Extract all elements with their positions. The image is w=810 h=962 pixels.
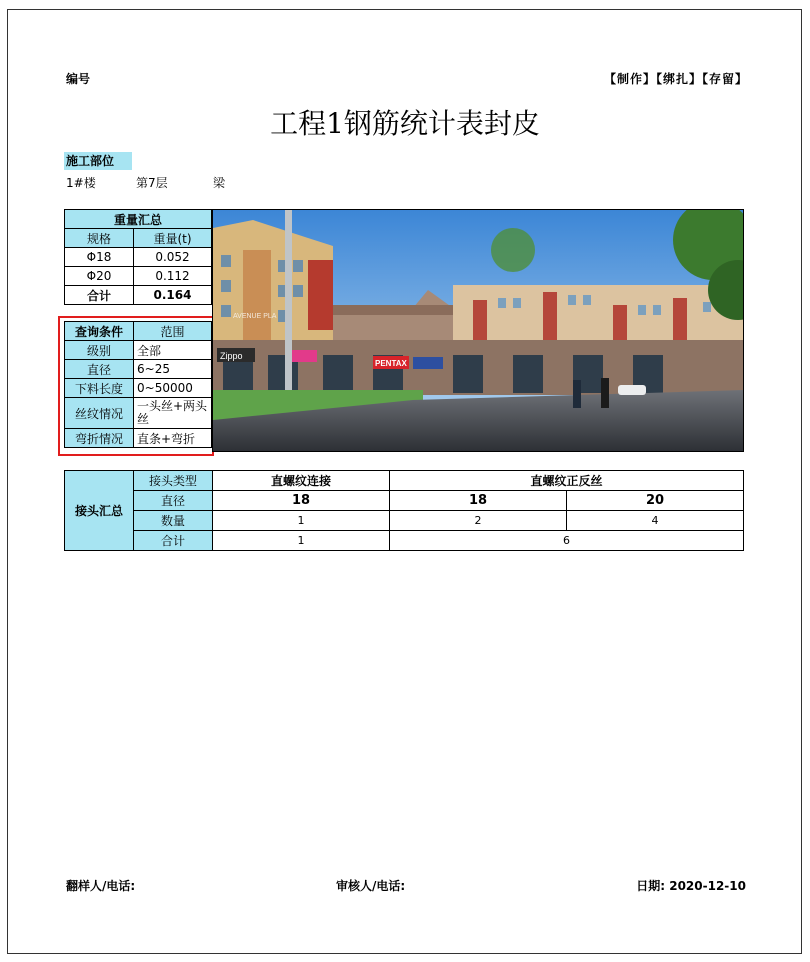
table-row [65,267,212,286]
diameter-label: 直径 [134,491,213,511]
avenue-sign-text: AVENUE PLA [233,313,277,320]
joint-type-cell: 直螺纹正反丝 [390,471,744,491]
diameter-cell: 18 [390,491,567,511]
zippo-sign-text: Zippo [220,351,243,361]
joint-total-label: 合计 [134,531,213,551]
spec-cell: Φ18 [65,248,134,267]
project-rendering-image [212,209,744,452]
table-row [65,286,212,305]
weight-summary-title: 重量汇总 [65,210,212,229]
range-header: 范围 [134,322,212,341]
construction-location-label: 施工部位 [64,152,132,170]
condition-name: 丝纹情况 [65,398,134,429]
sample-person-label: 翻样人/电话: [66,879,136,893]
joint-summary-title: 接头汇总 [65,471,134,551]
joint-type-label: 接头类型 [134,471,213,491]
street-scene [213,210,744,452]
floor-value: 第7层 [136,176,168,190]
count-cell: 2 [390,511,567,531]
condition-name: 级别 [65,341,134,360]
document-title: 工程1钢筋统计表封皮 [270,107,540,140]
pentax-sign-text: PENTAX [375,359,407,368]
condition-name: 直径 [65,360,134,379]
joint-type-cell: 直螺纹连接 [213,471,390,491]
count-label: 数量 [134,511,213,531]
weight-summary-table [64,209,212,305]
reviewer-label: 审核人/电话: [336,879,406,893]
condition-value: 全部 [134,341,212,360]
condition-name: 弯折情况 [65,429,134,448]
spec-cell: Φ20 [65,267,134,286]
condition-value: 0~50000 [134,379,212,398]
weight-cell: 0.052 [134,248,212,267]
spec-header: 规格 [65,229,134,248]
date-label: 日期: 2020-12-10 [636,879,746,893]
condition-header: 查询条件 [65,322,134,341]
table-row [65,248,212,267]
query-highlight-frame [58,316,214,456]
process-actions: 【制作】【绑扎】【存留】 [603,72,748,86]
weight-header: 重量(t) [134,229,212,248]
count-cell: 4 [567,511,744,531]
condition-name: 下料长度 [65,379,134,398]
diameter-cell: 18 [213,491,390,511]
condition-value: 一头丝+两头丝 [134,398,212,429]
joint-summary-table [64,470,744,551]
condition-value: 直条+弯折 [134,429,212,448]
weight-cell: 0.112 [134,267,212,286]
serial-number-label: 编号 [66,72,91,86]
total-label: 合计 [65,286,134,305]
joint-total-cell: 6 [390,531,744,551]
joint-total-cell: 1 [213,531,390,551]
diameter-cell: 20 [567,491,744,511]
building-value: 1#楼 [66,176,96,190]
count-cell: 1 [213,511,390,531]
condition-value: 6~25 [134,360,212,379]
component-value: 梁 [213,176,226,190]
total-value: 0.164 [134,286,212,305]
